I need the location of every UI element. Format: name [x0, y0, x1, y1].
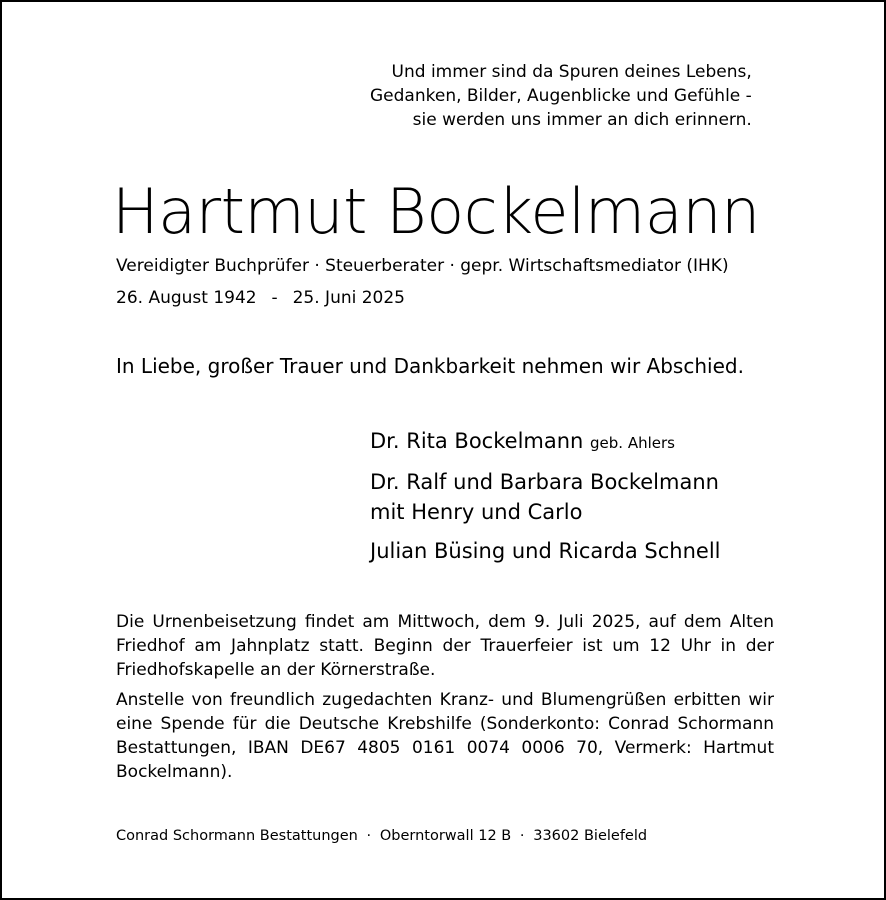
mourner-name: Dr. Ralf und Barbara Bockelmann: [370, 470, 719, 494]
motto-line-1: Und immer sind da Spuren deines Lebens,: [391, 62, 752, 82]
motto-line-3: sie werden uns immer an dich erinnern.: [412, 110, 752, 130]
mourner-name: Julian Büsing und Ricarda Schnell: [370, 539, 721, 563]
mourner-group-1: [370, 426, 721, 458]
footer-separator: ·: [519, 828, 525, 844]
funeral-home-footer: [116, 825, 647, 847]
mourner-group-2: [370, 467, 721, 527]
mourner-group-3: [370, 536, 721, 566]
burial-details: Die Urnenbeisetzung findet am Mittwoch, dem 9. Juli 2025, auf dem Alten Friedhof am Jahnplatz statt. Beginn der Trauerfeier ist um 12 Uhr in der Friedhofskapelle an der Körnerstraße.: [116, 612, 774, 680]
farewell-statement: In Liebe, großer Trauer und Dankbarkeit nehmen wir Abschied.: [116, 354, 744, 378]
birth-date: 26. August 1942: [116, 288, 257, 308]
funeral-home-city: 33602 Bielefeld: [533, 828, 648, 844]
date-separator: -: [271, 288, 278, 308]
funeral-home-name: Conrad Schormann Bestattungen: [116, 828, 358, 844]
deceased-name: Hartmut Bockelmann: [112, 175, 760, 248]
death-date: 25. Juni 2025: [292, 288, 406, 308]
funeral-home-street: Oberntorwall 12 B: [379, 828, 512, 844]
mourner-children: mit Henry und Carlo: [370, 500, 583, 524]
life-dates: [116, 286, 405, 310]
motto-line-2: Gedanken, Bilder, Augenblicke und Gefühle -: [370, 86, 752, 106]
mourners-list: [370, 426, 721, 575]
footer-separator: ·: [366, 828, 372, 844]
deceased-profession: Vereidigter Buchprüfer · Steuerberater · gepr. Wirtschaftsmediator (IHK): [116, 256, 729, 276]
memorial-motto: [370, 60, 752, 132]
mourner-name: Dr. Rita Bockelmann: [370, 429, 584, 453]
donation-request: Anstelle von freundlich zugedachten Kranz- und Blumengrüßen erbitten wir eine Spende für die Deutsche Krebshilfe (Sonderkonto: Conrad Schormann Bestattungen, IBAN DE67 4805 0161 0074 0006 70, Vermerk: Hartmut Bockelmann).: [116, 690, 774, 782]
mourner-maiden-name: geb. Ahlers: [590, 434, 675, 452]
